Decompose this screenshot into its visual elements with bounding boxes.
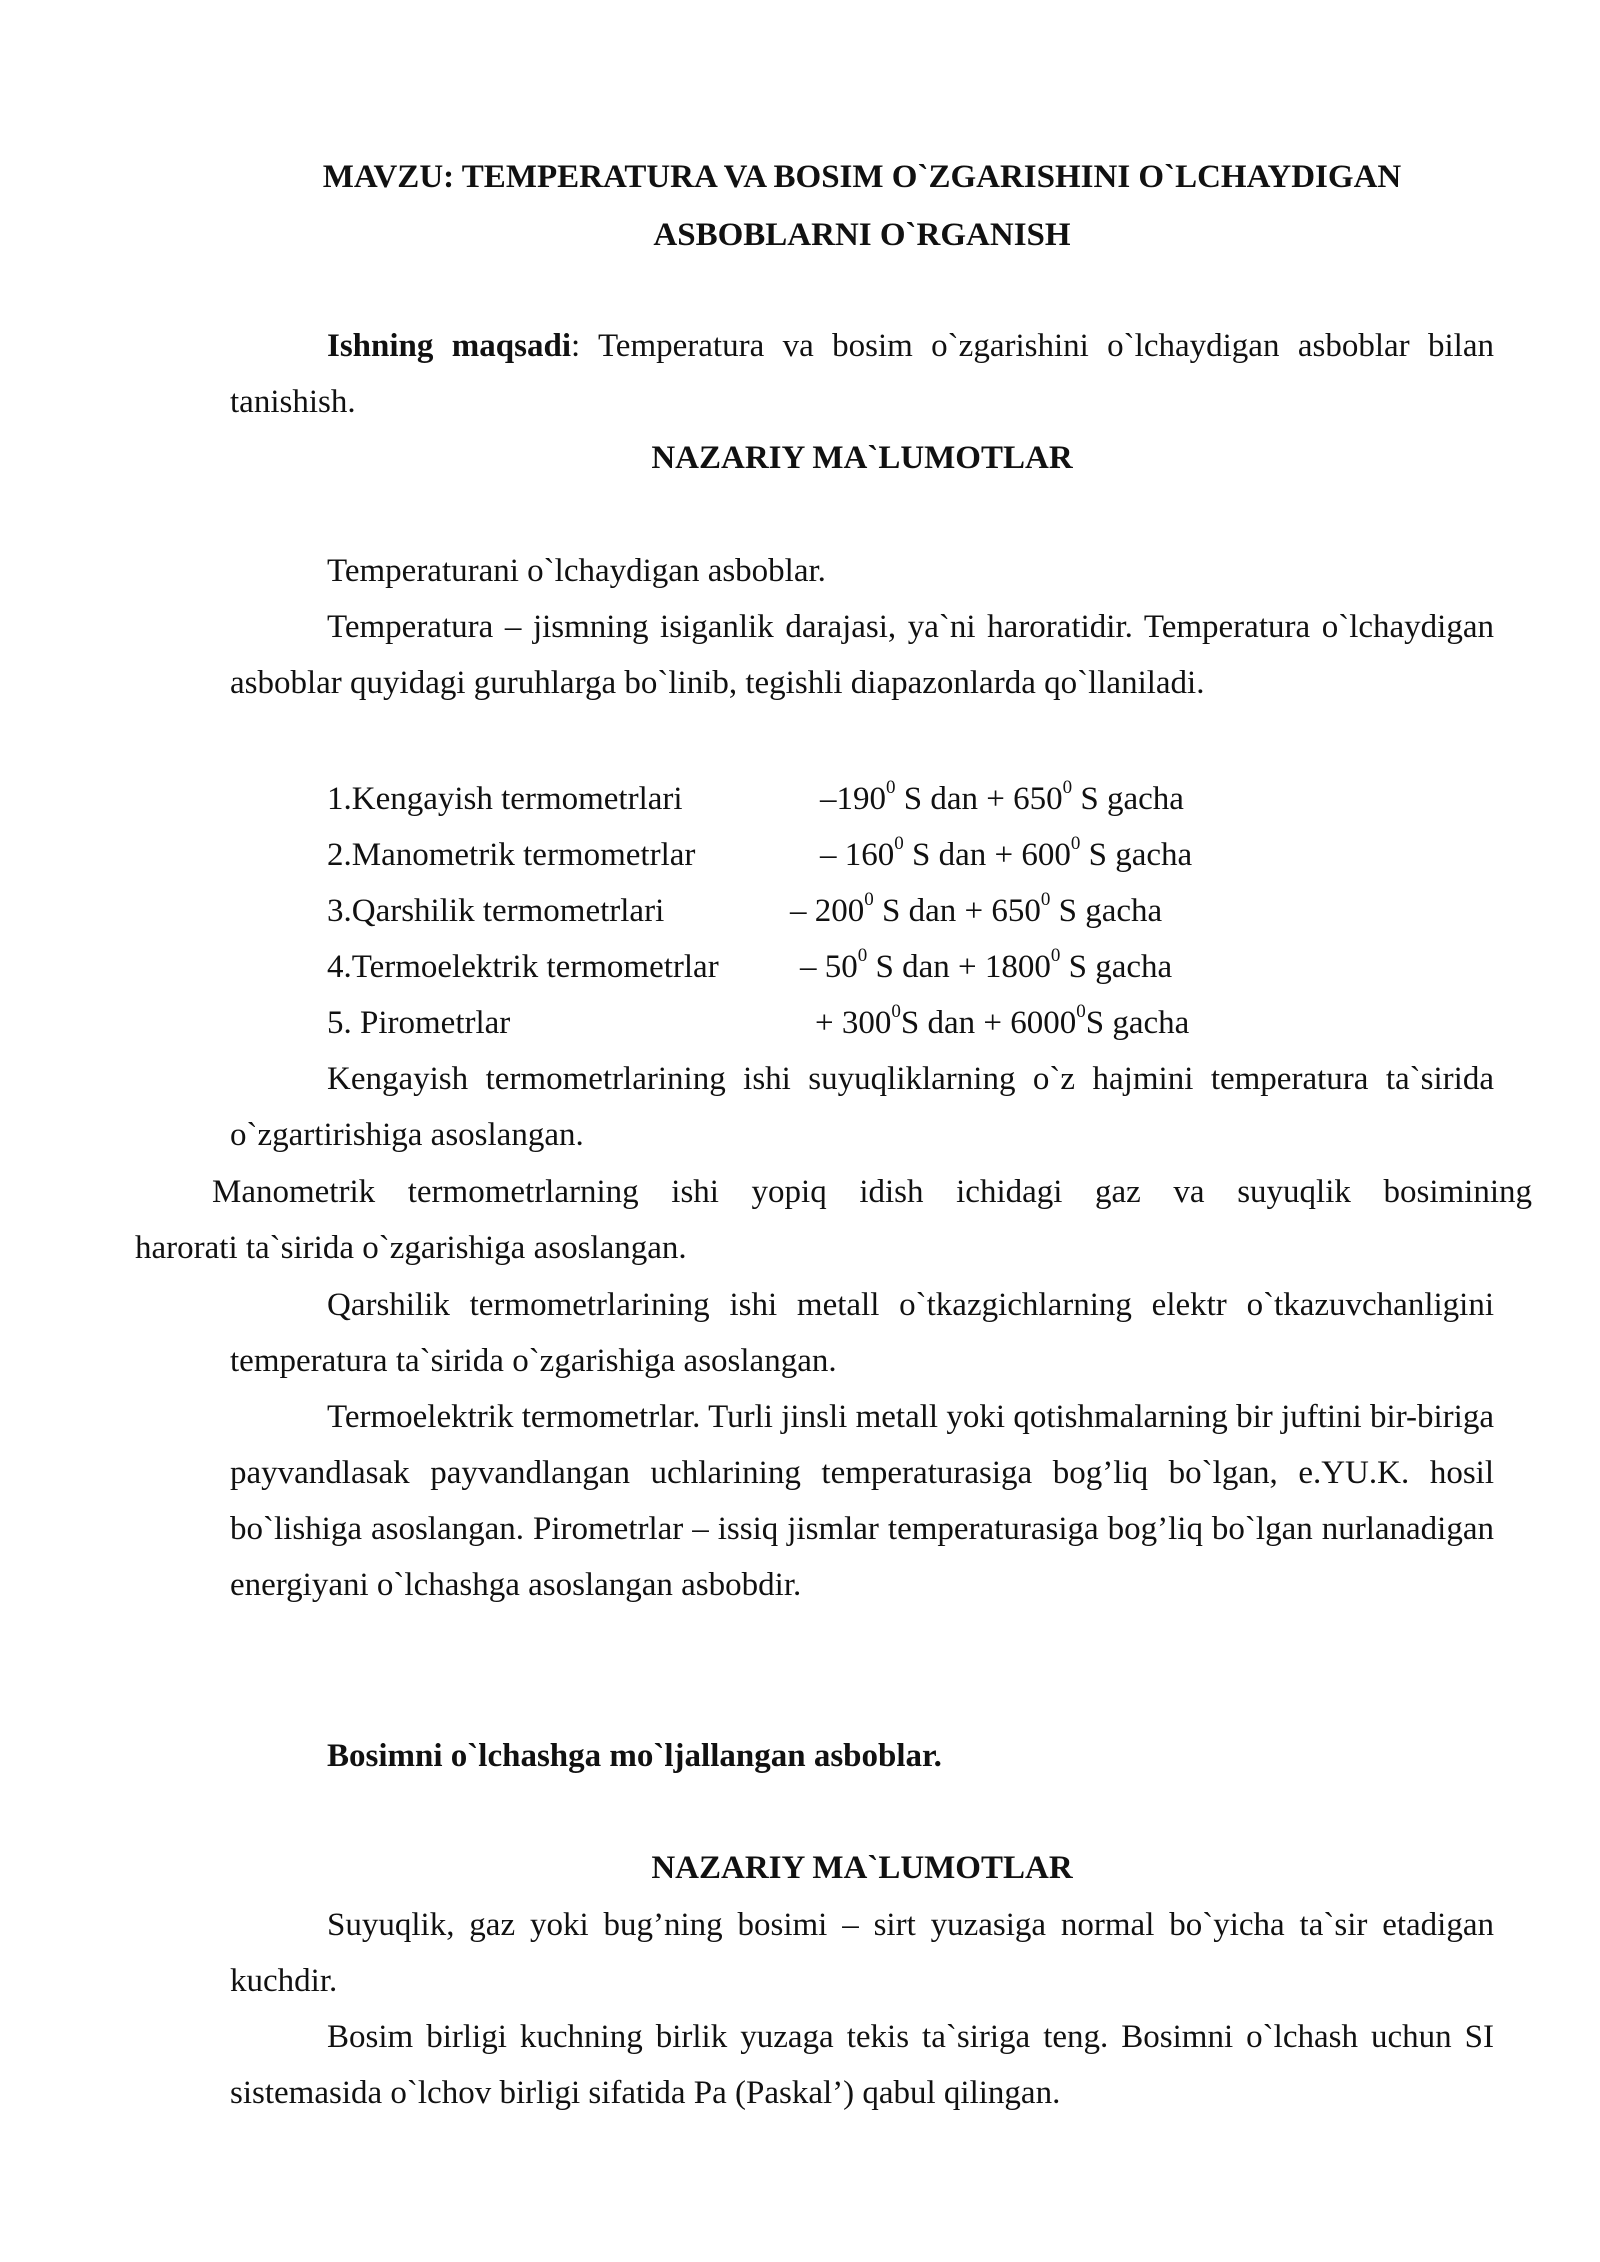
para-qarshilik: Qarshilik termometrlarining ishi metall o`tkazgichlarning elektr o`tkazuvchanligini temperatura ta`sirida o`zgarishiga asoslangan. bbox=[230, 1287, 1494, 1379]
temp-intro: Temperaturani o`lchaydigan asboblar. bbox=[327, 553, 826, 589]
range-from: – 50 bbox=[800, 949, 858, 985]
degree-mark: 0 bbox=[1062, 777, 1073, 798]
degree-mark: 0 bbox=[891, 1001, 901, 1022]
instrument-range bbox=[800, 939, 1172, 995]
instrument-range bbox=[820, 827, 1192, 883]
range-unit: S gacha bbox=[1072, 781, 1184, 817]
instrument-name: 3.Qarshilik termometrlari bbox=[327, 893, 665, 929]
para-manometrik-line-2: harorati ta`sirida o`zgarishiga asoslangan. bbox=[135, 1230, 687, 1266]
degree-mark: 0 bbox=[1070, 833, 1081, 854]
range-unit: S gacha bbox=[1080, 837, 1193, 873]
goal-paragraph bbox=[230, 318, 1494, 430]
instrument-range bbox=[815, 995, 1189, 1051]
range-from: + 300 bbox=[815, 1005, 892, 1041]
para-bosim-definition: Suyuqlik, gaz yoki bug’ning bosimi – sirt yuzasiga normal bo`yicha ta`sir etadigan kuchdir. bbox=[230, 1907, 1494, 1999]
degree-mark: 0 bbox=[864, 889, 874, 910]
range-to: S dan + 650 bbox=[895, 781, 1063, 817]
instrument-range bbox=[820, 771, 1184, 827]
range-to: S dan + 6000 bbox=[900, 1005, 1077, 1041]
range-unit: S gacha bbox=[1085, 1005, 1190, 1041]
goal-text: : Temperatura va bosim o`zgarishini o`lchaydigan asboblar bilan tanishish. bbox=[230, 328, 1494, 420]
range-unit: S gacha bbox=[1050, 893, 1163, 929]
degree-mark: 0 bbox=[886, 777, 896, 798]
range-to: S dan + 600 bbox=[903, 837, 1071, 873]
para-manometrik-line-1: Manometrik termometrlarning ishi yopiq idish ichidagi gaz va suyuqlik bosimining bbox=[212, 1174, 1532, 1210]
instrument-name: 4.Termoelektrik termometrlar bbox=[327, 949, 719, 985]
para-kengayish: Kengayish termometrlarining ishi suyuqliklarning o`z hajmini temperatura ta`sirida o`zgartirishiga asoslangan. bbox=[230, 1061, 1494, 1153]
para-termoelektrik: Termoelektrik termometrlar. Turli jinsli metall yoki qotishmalarning bir juftini bir-biriga payvandlasak payvandlangan uchlarining temperaturasiga bog’liq bo`lgan, e.YU.K. hosil bo`lishiga asoslangan. Pirometrlar – issiq jismlar temperaturasiga bog’liq bo`lgan nurlanadigan energiyani o`lchashga asoslangan asbobdir. bbox=[230, 1399, 1494, 1603]
page-title bbox=[230, 148, 1494, 264]
instrument-name: 5. Pirometrlar bbox=[327, 1005, 511, 1041]
degree-mark: 0 bbox=[894, 833, 904, 854]
pressure-intro: Bosimni o`lchashga mo`ljallangan asboblar. bbox=[327, 1738, 942, 1774]
title-line-1: MAVZU: TEMPERATURA VA BOSIM O`ZGARISHINI O`LCHAYDIGAN bbox=[322, 159, 1402, 195]
degree-mark: 0 bbox=[1076, 1001, 1086, 1022]
instrument-range bbox=[790, 883, 1162, 939]
range-to: S dan + 1800 bbox=[867, 949, 1051, 985]
range-to: S dan + 650 bbox=[873, 893, 1041, 929]
degree-mark: 0 bbox=[1050, 945, 1061, 966]
range-from: – 160 bbox=[820, 837, 895, 873]
para-bosim-unit: Bosim birligi kuchning birlik yuzaga tekis ta`siriga teng. Bosimni o`lchash uchun SI sistemasida o`lchov birligi sifatida Pa (Paskal’) qabul qilingan. bbox=[230, 2019, 1494, 2111]
range-from: –190 bbox=[820, 781, 886, 817]
instrument-name: 2.Manometrik termometrlar bbox=[327, 837, 696, 873]
goal-label: Ishning maqsadi bbox=[327, 328, 571, 364]
range-from: – 200 bbox=[790, 893, 865, 929]
section-heading-2: NAZARIY MA`LUMOTLAR bbox=[651, 1850, 1073, 1886]
section-heading-1: NAZARIY MA`LUMOTLAR bbox=[651, 440, 1073, 476]
degree-mark: 0 bbox=[1040, 889, 1051, 910]
temp-definition: Temperatura – jismning isiganlik darajasi, ya`ni haroratidir. Temperatura o`lchaydigan asboblar quyidagi guruhlarga bo`linib, tegishli diapazonlarda qo`llaniladi. bbox=[230, 609, 1494, 701]
range-unit: S gacha bbox=[1060, 949, 1173, 985]
title-line-2: ASBOBLARNI O`RGANISH bbox=[653, 217, 1071, 253]
degree-mark: 0 bbox=[857, 945, 868, 966]
instrument-name: 1.Kengayish termometrlari bbox=[327, 781, 683, 817]
